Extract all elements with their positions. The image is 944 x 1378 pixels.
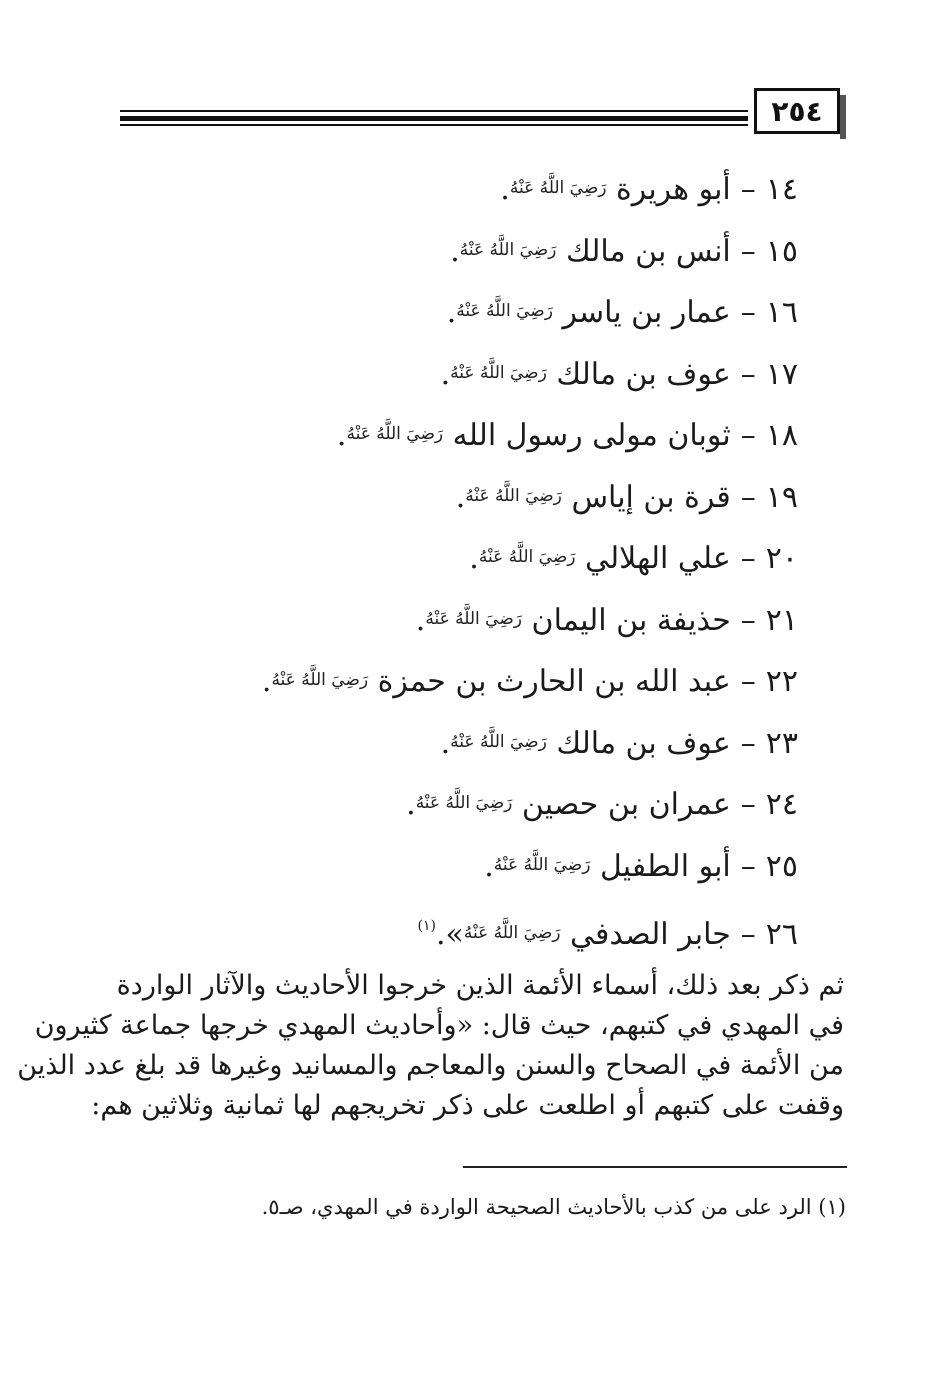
- page-number: ٢٥٤: [771, 94, 823, 128]
- item-end-mark: .: [440, 356, 451, 392]
- item-number: ٢٣: [765, 725, 798, 761]
- item-name: حذيفة بن اليمان: [531, 602, 731, 638]
- item-number: ١٩: [765, 479, 798, 515]
- list-item: [158, 466, 798, 528]
- item-number: ٢٦: [765, 917, 798, 952]
- item-number: ١٧: [765, 356, 798, 392]
- list-item: [158, 220, 798, 282]
- list-item: [158, 404, 798, 466]
- item-number: ١٤: [765, 172, 798, 207]
- honorific-glyph: رَضِيَ اللَّهُ عَنْهُ: [463, 923, 561, 943]
- item-dash: –: [740, 295, 756, 330]
- page-number-box: [754, 88, 840, 134]
- item-dash: –: [740, 479, 756, 515]
- list-item: [158, 589, 798, 651]
- paragraph-line: ثم ذكر بعد ذلك، أسماء الأئمة الذين خرجوا الأحاديث والآثار الواردة: [116, 970, 844, 1001]
- honorific-glyph: رَضِيَ اللَّهُ عَنْهُ: [509, 178, 607, 198]
- honorific-glyph: رَضِيَ اللَّهُ عَنْهُ: [415, 793, 513, 813]
- item-name: عمار بن ياسر: [562, 295, 731, 330]
- item-end-mark: .: [440, 725, 451, 761]
- page-header: [120, 88, 840, 138]
- item-number: ١٥: [765, 233, 798, 269]
- list-item: [158, 158, 798, 220]
- item-end-mark: .: [450, 233, 460, 269]
- honorific-glyph: رَضِيَ اللَّهُ عَنْهُ: [346, 424, 444, 444]
- item-dash: –: [740, 725, 756, 761]
- paragraph-line: في المهدي في كتبهم، حيث قال: «وأحاديث المهدي خرجها جماعة كثيرون: [34, 1010, 844, 1041]
- footnote-reference: (١): [417, 918, 436, 934]
- item-dash: –: [740, 602, 756, 638]
- honorific-glyph: رَضِيَ اللَّهُ عَنْهُ: [450, 731, 547, 752]
- item-name: أنس بن مالك: [565, 233, 731, 269]
- honorific-glyph: رَضِيَ اللَّهُ عَنْهُ: [493, 854, 591, 875]
- honorific-glyph: رَضِيَ اللَّهُ عَنْهُ: [478, 547, 576, 567]
- list-item: [158, 343, 798, 405]
- honorific-glyph: رَضِيَ اللَّهُ عَنْهُ: [450, 362, 547, 383]
- item-name: عبد الله بن الحارث بن حمزة: [377, 664, 731, 699]
- item-number: ٢٢: [765, 664, 798, 699]
- item-name: عمران بن حصين: [521, 787, 731, 822]
- header-rule-top: [120, 110, 748, 112]
- item-number: ٢٠: [765, 541, 798, 576]
- item-end-mark: .: [336, 418, 347, 453]
- item-name: قرة بن إياس: [571, 479, 731, 515]
- item-dash: –: [740, 541, 756, 576]
- list-item: [158, 896, 798, 958]
- item-dash: –: [740, 418, 756, 453]
- footnote-separator: [463, 1166, 847, 1168]
- list-item: [158, 835, 798, 897]
- footnote: (١) الرد على من كذب بالأحاديث الصحيحة الواردة في المهدي، صـ٥.: [261, 1195, 846, 1219]
- honorific-glyph: رَضِيَ اللَّهُ عَنْهُ: [425, 608, 522, 629]
- item-dash: –: [740, 787, 756, 822]
- item-name: جابر الصدفي: [570, 917, 731, 952]
- item-end-mark: .: [469, 541, 479, 576]
- item-end-mark: ».: [435, 917, 464, 952]
- item-number: ١٦: [765, 295, 798, 330]
- list-item: [158, 773, 798, 835]
- honorific-glyph: رَضِيَ اللَّهُ عَنْهُ: [456, 301, 553, 321]
- item-number: ٢٥: [765, 848, 798, 884]
- paragraph-line: من الأئمة في الصحاح والسنن والمعاجم والمسانيد وغيرها قد بلغ عدد الذين: [17, 1050, 844, 1081]
- item-number: ٢٤: [765, 787, 798, 822]
- body-paragraph: [17, 966, 844, 1126]
- item-dash: –: [740, 848, 756, 884]
- item-dash: –: [740, 664, 756, 699]
- item-dash: –: [740, 172, 756, 207]
- honorific-glyph: رَضِيَ اللَّهُ عَنْهُ: [271, 670, 369, 690]
- paragraph-line: وقفت على كتبهم أو اطلعت على ذكر تخريجهم لها ثمانية وثلاثين هم:: [91, 1090, 844, 1121]
- item-end-mark: .: [500, 172, 510, 207]
- item-end-mark: .: [484, 848, 494, 884]
- item-name: ثوبان مولى رسول الله: [452, 418, 731, 453]
- item-name: عوف بن مالك: [556, 725, 731, 761]
- item-name: أبو الطفيل: [600, 848, 731, 884]
- honorific-glyph: رَضِيَ اللَّهُ عَنْهُ: [459, 239, 557, 260]
- list-item: [158, 712, 798, 774]
- list-item: [158, 527, 798, 589]
- narrators-list: [158, 158, 798, 958]
- item-end-mark: .: [455, 479, 466, 515]
- item-end-mark: .: [446, 295, 457, 330]
- item-dash: –: [740, 917, 756, 952]
- header-rule-thick: [120, 116, 748, 121]
- list-item: [158, 281, 798, 343]
- item-end-mark: .: [261, 664, 272, 699]
- item-end-mark: .: [406, 787, 416, 822]
- list-item: [158, 650, 798, 712]
- honorific-glyph: رَضِيَ اللَّهُ عَنْهُ: [465, 485, 562, 506]
- item-number: ٢١: [765, 602, 798, 638]
- item-dash: –: [740, 233, 756, 269]
- item-number: ١٨: [765, 418, 798, 453]
- item-name: أبو هريرة: [616, 172, 731, 207]
- header-rule-thin: [120, 124, 748, 126]
- item-end-mark: .: [415, 602, 426, 638]
- item-dash: –: [740, 356, 756, 392]
- item-name: عوف بن مالك: [556, 356, 731, 392]
- item-name: علي الهلالي: [585, 541, 731, 576]
